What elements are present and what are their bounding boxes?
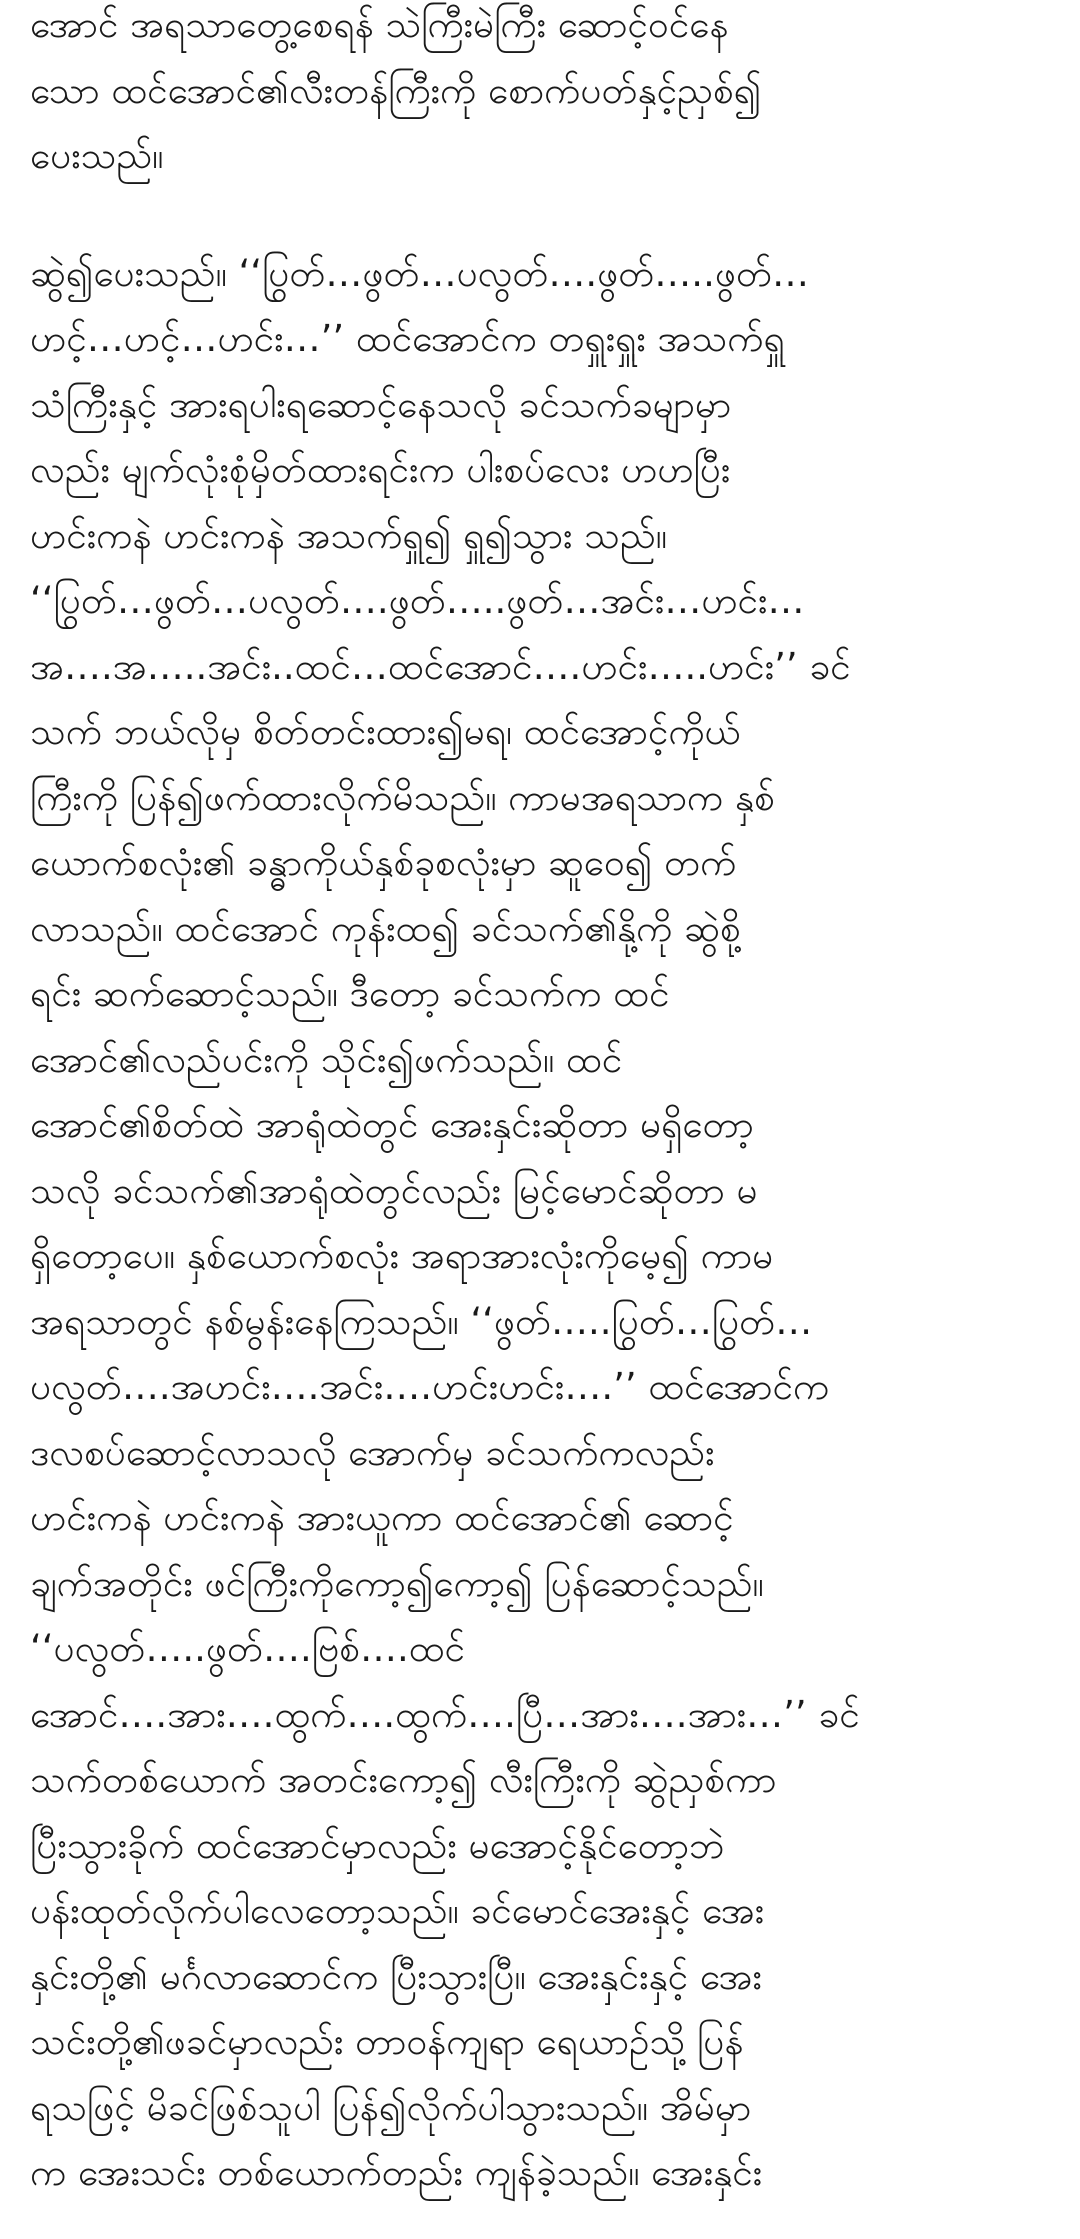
text-line: အရသာတွင် နစ်မွန်းနေကြသည်။ ‘‘ဖွတ်…..ပြွတ်…ပြွတ်… — [30, 1299, 813, 1343]
text-line: ရှိတော့ပေ။ နှစ်ယောက်စလုံး အရာအားလုံးကိုမေ့၍ ကာမ — [30, 1234, 774, 1277]
paragraph-gap — [30, 189, 1054, 241]
text-line: ယောက်စလုံး၏ ခန္ဓာကိုယ်နှစ်ခုစလုံးမှာ ဆူဝေ၍ တက် — [30, 841, 737, 884]
text-line: နှင်းတို့၏ မင်္ဂလာဆောင်က ပြီးသွားပြီ။ အေးနှင်းနှင့် အေး — [30, 1954, 762, 1998]
text-line: အောင်၏လည်ပင်းကို သိုင်း၍ဖက်သည်။ ထင် — [30, 1037, 623, 1081]
text-line: ရသဖြင့် မိခင်ဖြစ်သူပါ ပြန်၍လိုက်ပါသွားသည်။ အိမ်မှာ — [30, 2085, 752, 2129]
text-line: အ….အ…..အင်း..ထင်…ထင်အောင်….ဟင်း…..ဟင်း’’ ခင် — [30, 644, 851, 688]
text-line: ပလွတ်….အဟင်း….အင်း….ဟင်းဟင်း….’’ ထင်အောင်က — [30, 1365, 830, 1408]
text-line: လာသည်။ ထင်အောင် ကုန်းထ၍ ခင်သက်၏နို့ကို ဆွဲစို့ — [30, 906, 741, 950]
text-line: ‘‘ပြွတ်…ဖွတ်…ပလွတ်….ဖွတ်…..ဖွတ်…အင်း…ဟင်း… — [30, 579, 805, 622]
text-line: အောင်….အား….ထွက်….ထွက်….ပြီ…အား….အား…’’ ခင် — [30, 1692, 860, 1736]
text-line: သလို ခင်သက်၏အာရုံထဲတွင်လည်း မြင့်မောင်ဆိုတာ မ — [30, 1168, 758, 1212]
text-line: ‘‘ပလွတ်…..ဖွတ်….ဗြစ်….ထင် — [30, 1627, 466, 1670]
text-line: သင်းတို့၏ဖခင်မှာလည်း တာဝန်ကျရာ ရေယာဉ်သို့ ပြန် — [30, 2020, 744, 2063]
paragraph-1 — [30, 0, 1054, 189]
text-line: ချက်အတိုင်း ဖင်ကြီးကိုကော့၍ကော့၍ ပြန်ဆောင့်သည်။ — [30, 1561, 764, 1605]
text-line: ပန်းထုတ်လိုက်ပါလေတော့သည်။ ခင်မောင်အေးနှင့် အေး — [30, 1889, 765, 1932]
text-line: ဟင်းကနဲ ဟင်းကနဲ အားယူကာ ထင်အောင်၏ ဆောင့် — [30, 1496, 734, 1539]
paragraph-2 — [30, 241, 1054, 2206]
text-line: သက်တစ်ယောက် အတင်းကော့၍ လီးကြီးကို ဆွဲညှစ်ကာ — [30, 1758, 777, 1801]
text-line: အောင်၏စိတ်ထဲ အာရုံထဲတွင် အေးနှင်းဆိုတာ မရှိတော့ — [30, 1103, 754, 1146]
text-line: ဟင်းကနဲ ဟင်းကနဲ အသက်ရှူ၍ ရှူ၍သွား သည်။ — [30, 513, 667, 557]
text-line: လည်း မျက်လုံးစုံမှိတ်ထားရင်းက ပါးစပ်လေး ဟဟပြီး — [30, 448, 731, 491]
text-line: ပေးသည်။ — [30, 134, 164, 177]
text-line: သံကြီးနှင့် အားရပါးရဆောင့်နေသလို ခင်သက်ခမျာမှာ — [30, 382, 732, 426]
story-text — [30, 0, 1054, 2206]
text-line: ကြီးကို ပြန်၍ဖက်ထားလိုက်မိသည်။ ကာမအရသာက နှစ် — [30, 775, 775, 819]
text-line: အောင် အရသာတွေ့စေရန် သဲကြီးမဲကြီး ဆောင့်ဝင်နေ — [30, 3, 729, 46]
text-line: က အေးသင်း တစ်ယောက်တည်း ကျန်ခဲ့သည်။ အေးနှင်း — [30, 2151, 763, 2194]
text-line: ဒလစပ်ဆောင့်လာသလို အောက်မှ ခင်သက်ကလည်း — [30, 1430, 715, 1474]
text-line: ဟင့်…ဟင့်…ဟင်း…’’ ထင်အောင်က တရှူးရှူး အသက်ရှူ — [30, 317, 785, 360]
text-line: ပြီးသွားခိုက် ထင်အောင်မှာလည်း မအောင့်နိုင်တော့ဘဲ — [30, 1823, 725, 1867]
text-line: သော ထင်အောင်၏လီးတန်ကြီးကို စောက်ပတ်နှင့်ညှစ်၍ — [30, 68, 762, 112]
text-line: သက် ဘယ်လိုမှ စိတ်တင်းထား၍မရ၊ ထင်အောင့်ကိုယ် — [30, 710, 741, 753]
text-line: ဆွဲ၍ပေးသည်။ ‘‘ပြွတ်…ဖွတ်…ပလွတ်….ဖွတ်…..ဖွတ်… — [30, 251, 809, 295]
text-line: ရင်း ဆက်ဆောင့်သည်။ ဒီတော့ ခင်သက်က ထင် — [30, 972, 670, 1015]
